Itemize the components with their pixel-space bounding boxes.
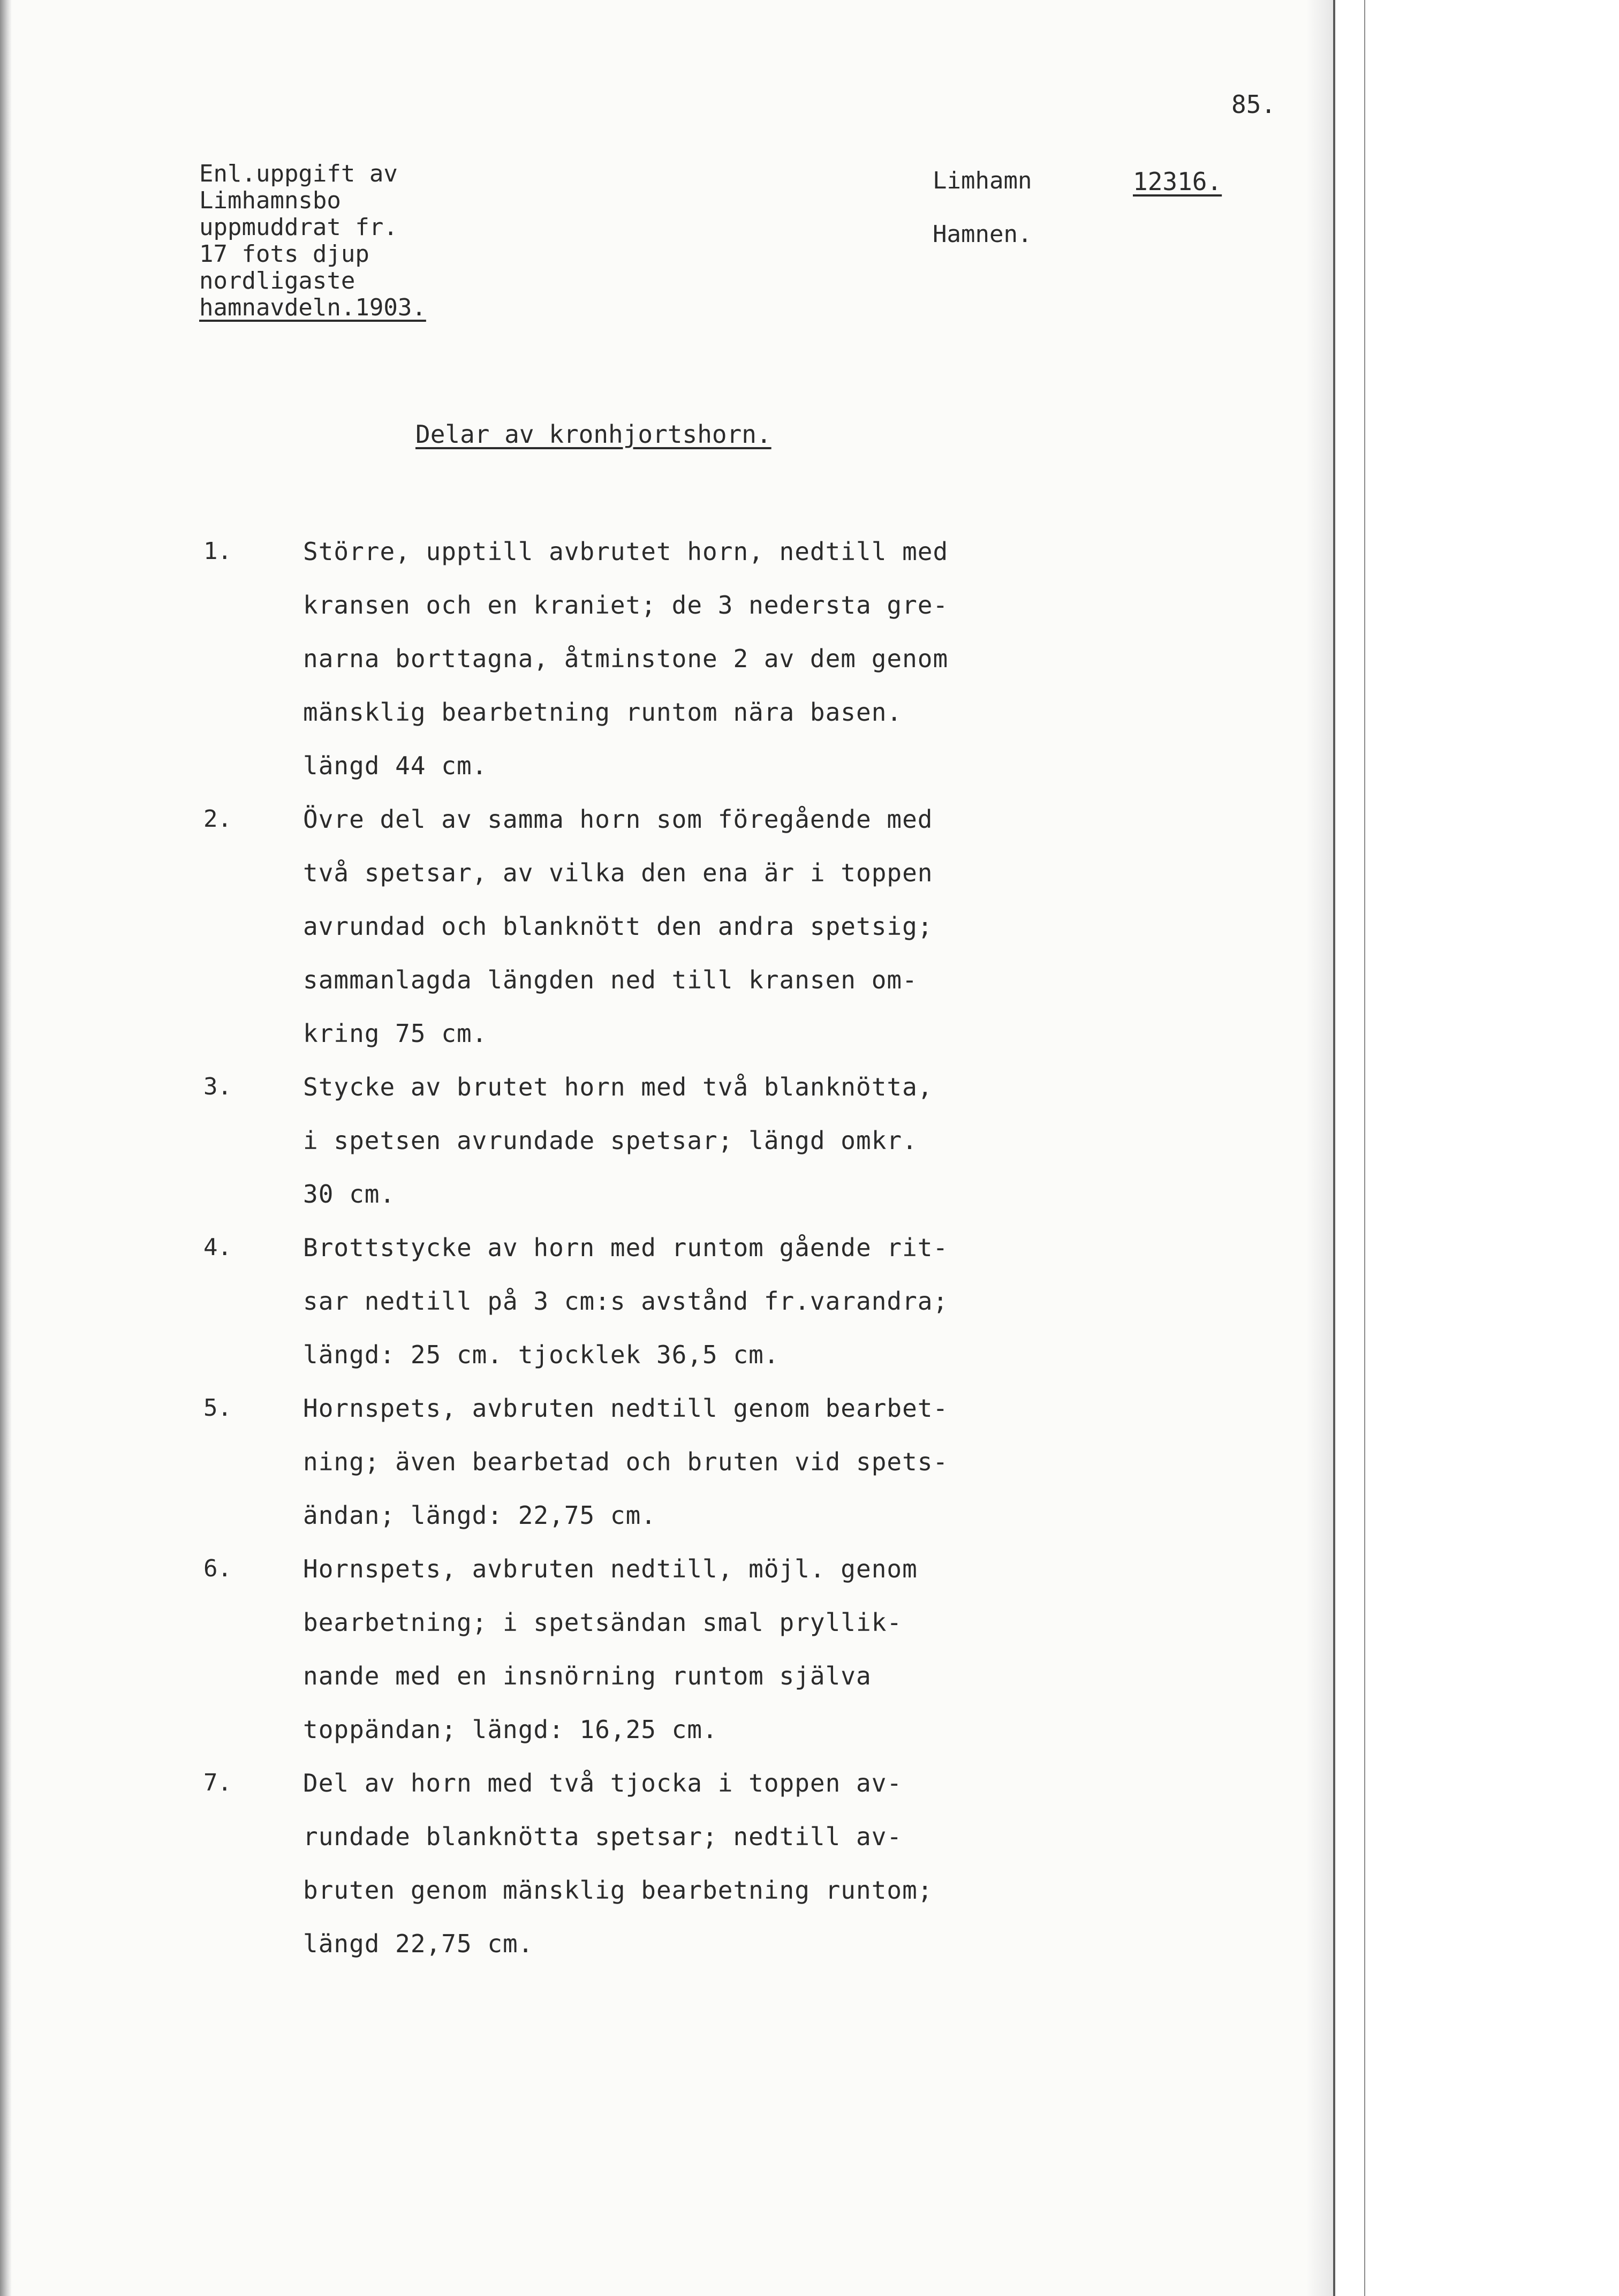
item-line: bearbetning; i spetsändan smal pryllik- xyxy=(303,1608,903,1637)
page-number: 85. xyxy=(1231,90,1276,119)
item-line: kring 75 cm. xyxy=(303,1019,488,1048)
item-line: toppändan; längd: 16,25 cm. xyxy=(303,1715,718,1744)
item-line: Brottstycke av horn med runtom gående rit- xyxy=(303,1233,949,1262)
item-list xyxy=(203,525,1039,1970)
catalog-number: 12316. xyxy=(1133,167,1222,196)
provenance-note xyxy=(199,161,426,321)
item-line: längd 44 cm. xyxy=(303,751,488,780)
item-line: i spetsen avrundade spetsar; längd omkr. xyxy=(303,1126,918,1155)
list-item xyxy=(203,1542,1039,1756)
scan-right-line xyxy=(1364,0,1365,2296)
item-number: 1. xyxy=(203,538,232,565)
item-line: Hornspets, avbruten nedtill, möjl. genom xyxy=(303,1554,918,1583)
item-number: 2. xyxy=(203,805,232,833)
item-number: 7. xyxy=(203,1769,232,1796)
item-line: Övre del av samma horn som föregående med xyxy=(303,805,933,834)
item-line: avrundad och blanknött den andra spetsig; xyxy=(303,912,933,941)
item-line: narna borttagna, åtminstone 2 av dem genom xyxy=(303,644,949,673)
item-text xyxy=(303,1060,1039,1221)
list-item xyxy=(203,525,1039,792)
item-line: nande med en insnörning runtom själva xyxy=(303,1661,872,1690)
item-line: längd: 25 cm. tjocklek 36,5 cm. xyxy=(303,1340,780,1369)
item-line: bruten genom mänsklig bearbetning runtom; xyxy=(303,1876,933,1905)
item-line: mänsklig bearbetning runtom nära basen. xyxy=(303,698,903,727)
item-line: Del av horn med två tjocka i toppen av- xyxy=(303,1769,903,1797)
list-item xyxy=(203,1381,1039,1542)
item-number: 5. xyxy=(203,1394,232,1422)
list-item xyxy=(203,792,1039,1060)
item-line: längd 22,75 cm. xyxy=(303,1929,534,1958)
scan-right-shadow xyxy=(1306,0,1333,2296)
item-text xyxy=(303,1221,1039,1381)
item-line: 30 cm. xyxy=(303,1180,396,1209)
item-line: rundade blanknötta spetsar; nedtill av- xyxy=(303,1822,903,1851)
item-line: Hornspets, avbruten nedtill genom bearbet- xyxy=(303,1394,949,1423)
item-text xyxy=(303,1542,1039,1756)
provenance-line: Limhamnsbo xyxy=(199,187,341,214)
scan-right-margin xyxy=(1333,0,1619,2296)
item-number: 6. xyxy=(203,1555,232,1582)
item-line: Större, upptill avbrutet horn, nedtill med xyxy=(303,537,949,566)
provenance-line: Enl.uppgift av xyxy=(199,160,398,187)
item-text xyxy=(303,1381,1039,1542)
item-number: 4. xyxy=(203,1234,232,1261)
item-text xyxy=(303,1756,1039,1970)
list-item xyxy=(203,1221,1039,1381)
list-item xyxy=(203,1756,1039,1970)
provenance-line: nordligaste xyxy=(199,267,355,294)
provenance-line: uppmuddrat fr. xyxy=(199,214,398,241)
item-line: ning; även bearbetad och bruten vid spets- xyxy=(303,1447,949,1476)
item-line: Stycke av brutet horn med två blanknötta, xyxy=(303,1073,933,1101)
item-line: ändan; längd: 22,75 cm. xyxy=(303,1501,656,1530)
page-heading: Delar av kronhjortshorn. xyxy=(415,420,771,449)
item-line: sammanlagda längden ned till kransen om- xyxy=(303,965,918,994)
place-name: Limhamn xyxy=(933,167,1032,194)
scan-left-edge xyxy=(0,0,12,2296)
provenance-line: hamnavdeln.1903. xyxy=(199,294,426,321)
item-text xyxy=(303,792,1039,1060)
item-line: kransen och en kraniet; de 3 nedersta gre- xyxy=(303,591,949,620)
item-text xyxy=(303,525,1039,792)
provenance-line: 17 fots djup xyxy=(199,240,369,268)
sub-place-name: Hamnen. xyxy=(933,221,1032,248)
list-item xyxy=(203,1060,1039,1221)
item-number: 3. xyxy=(203,1073,232,1100)
item-line: två spetsar, av vilka den ena är i toppen xyxy=(303,858,933,887)
item-line: sar nedtill på 3 cm:s avstånd fr.varandra; xyxy=(303,1287,949,1316)
